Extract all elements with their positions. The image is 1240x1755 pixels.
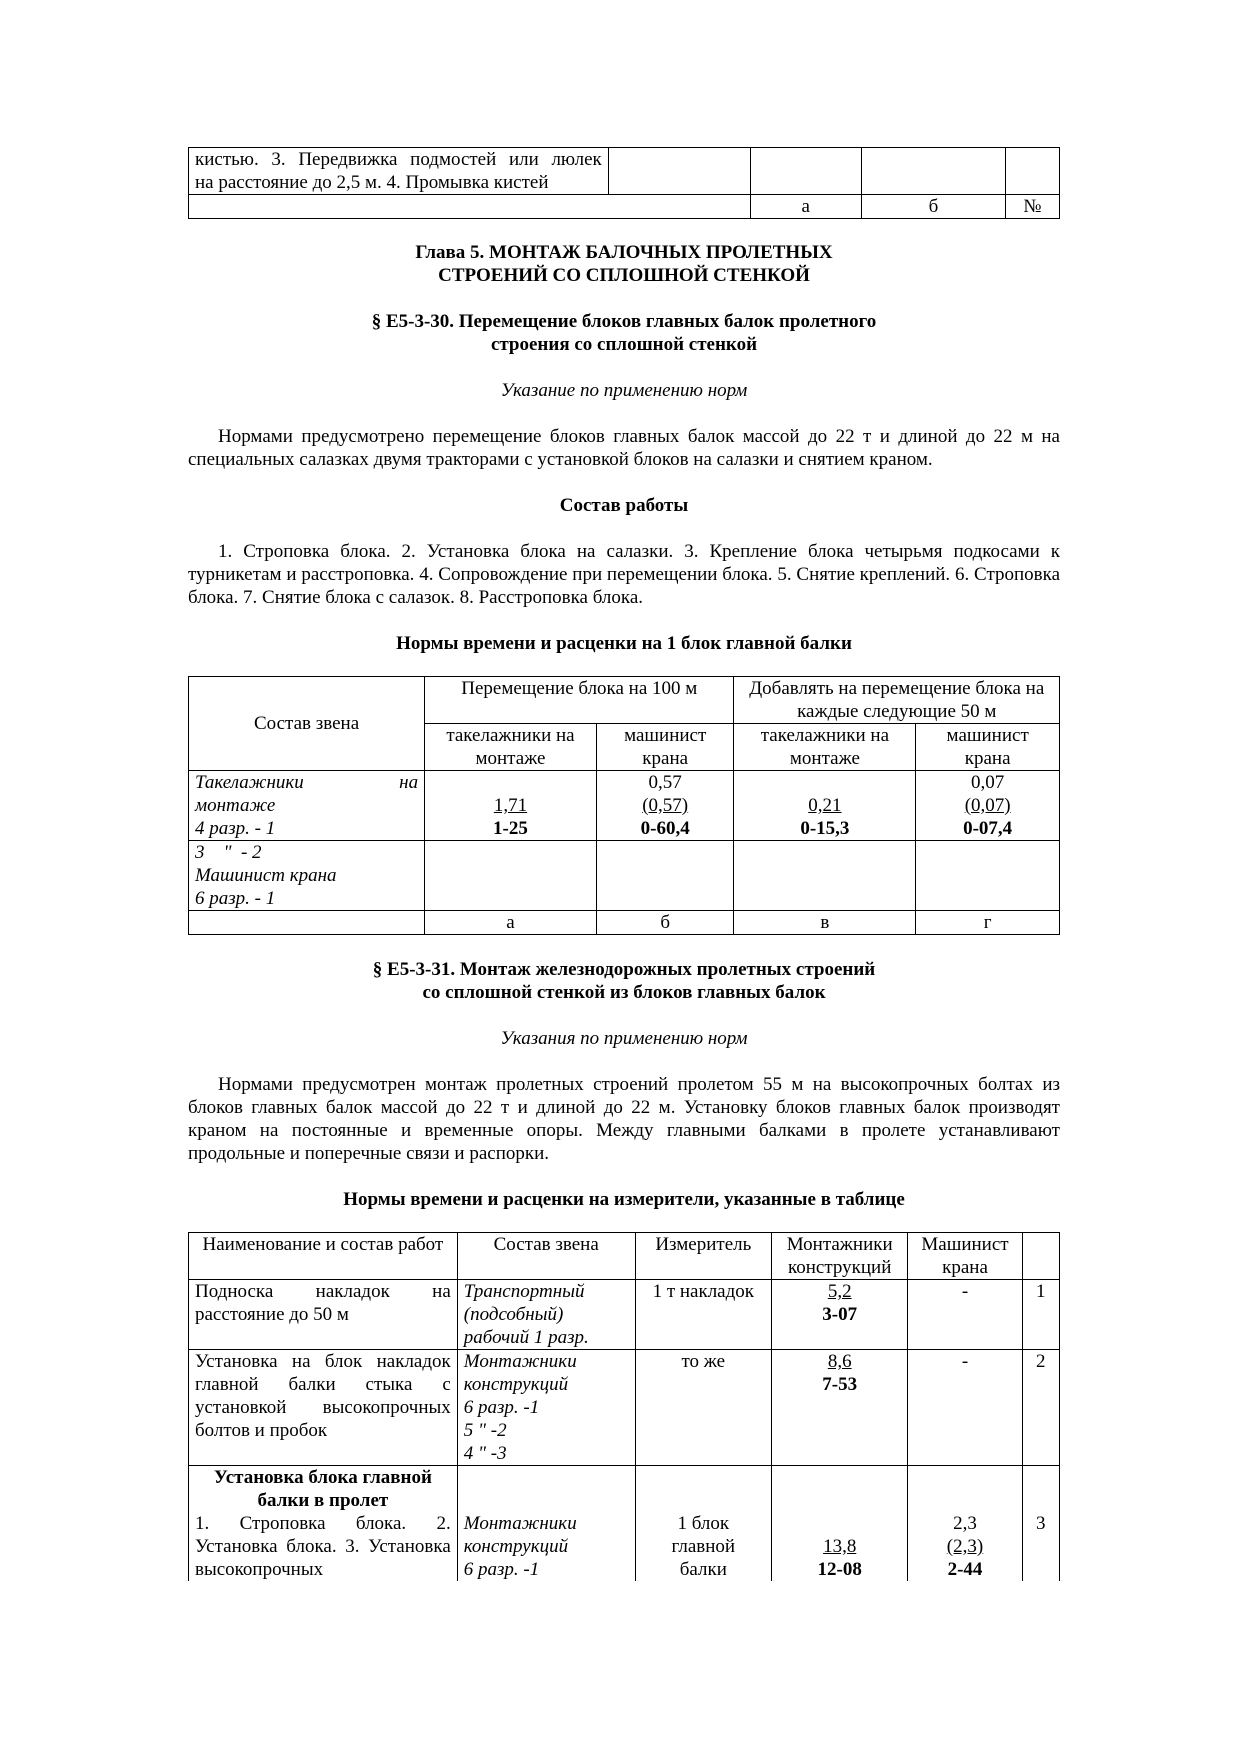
row-number: 1 bbox=[1022, 1280, 1059, 1350]
norm-time-top: 0,57 bbox=[648, 772, 682, 793]
unit-cell: то же bbox=[635, 1350, 771, 1466]
header-operator: Машинист крана bbox=[908, 1233, 1022, 1280]
crew-line: Монтажники bbox=[463, 1513, 577, 1534]
section-30-work-heading: Состав работы bbox=[559, 495, 689, 516]
crew-cell bbox=[457, 1350, 635, 1466]
section-30-work-text: 1. Строповка блока. 2. Установка блока на салазки. 3. Крепление блока четырьмя подкосами к турникетам и расстроповка. 4. Сопровождение при перемещении блока. 5. Снятие креплений. 6. Строповка блока. 7. Снятие блока с салазок. 8. Расстроповка блока. bbox=[188, 541, 1060, 608]
column-letter-b: б bbox=[596, 911, 734, 935]
empty-cell bbox=[189, 195, 751, 219]
column-letter-b: б bbox=[861, 195, 1005, 219]
value-cell-a bbox=[425, 771, 597, 841]
section-31-note-heading: Указания по применению норм bbox=[500, 1028, 748, 1049]
crew-line: конструкций bbox=[463, 1374, 569, 1395]
crew-line: 3 " - 2 bbox=[195, 842, 262, 863]
work-subheading: Установка блока главной балки в пролет bbox=[213, 1467, 432, 1511]
header-move-100m: Перемещение блока на 100 м bbox=[425, 677, 734, 724]
column-letter-a: а bbox=[750, 195, 861, 219]
norm-price: 1-25 bbox=[493, 818, 528, 839]
empty-cell bbox=[750, 148, 861, 195]
crew-word: на bbox=[399, 772, 419, 793]
section-31-table-heading: Нормы времени и расценки на измерители, указанные в таблице bbox=[343, 1189, 905, 1210]
header-unit: Измеритель bbox=[635, 1233, 771, 1280]
chapter-title-line: СТРОЕНИЙ СО СПЛОШНОЙ СТЕНКОЙ bbox=[438, 265, 810, 286]
norm-time: 1,71 bbox=[493, 795, 528, 816]
section-30-norms-table bbox=[188, 676, 1060, 935]
crew-cell bbox=[457, 1280, 635, 1350]
section-30-note-text: Нормами предусмотрено перемещение блоков главных балок массой до 22 т и длиной до 22 м на специальных салазках двумя тракторами с установкой блоков на салазки и снятием краном. bbox=[188, 426, 1060, 470]
empty-cell bbox=[189, 911, 425, 935]
column-number-sign: № bbox=[1005, 195, 1059, 219]
empty-cell bbox=[916, 841, 1060, 911]
table-row bbox=[189, 1280, 1060, 1350]
norm-time-top: 2,3 bbox=[953, 1513, 977, 1534]
empty-cell bbox=[425, 841, 597, 911]
crew-line: Транспортный bbox=[463, 1281, 585, 1302]
continued-text-cell bbox=[189, 148, 609, 195]
fitters-cell bbox=[772, 1466, 908, 1582]
section-31-norms-table bbox=[188, 1232, 1060, 1581]
unit-line: балки bbox=[679, 1559, 727, 1580]
header-crew: Состав звена bbox=[457, 1233, 635, 1280]
row-number-cell bbox=[1022, 1466, 1059, 1582]
document-page bbox=[188, 150, 1060, 1581]
section-31-title bbox=[188, 958, 1060, 1004]
unit-cell bbox=[635, 1466, 771, 1582]
empty-cell bbox=[608, 148, 750, 195]
norm-price: 0-07,4 bbox=[963, 818, 1013, 839]
crew-line: 6 разр. -1 bbox=[463, 1397, 540, 1418]
fitters-cell bbox=[772, 1280, 908, 1350]
norm-price: 12-08 bbox=[817, 1559, 862, 1580]
unit-line: 1 блок bbox=[677, 1513, 730, 1534]
chapter-title bbox=[188, 241, 1060, 287]
section-title-line: строения со сплошной стенкой bbox=[490, 334, 758, 355]
continued-text-line: кистью. 3. Передвижка подмостей или люлек bbox=[195, 149, 602, 170]
value-cell-c bbox=[734, 771, 916, 841]
empty-cell bbox=[596, 841, 734, 911]
crew-line bbox=[195, 771, 418, 794]
section-title-line: § Е5-3-31. Монтаж железнодорожных пролетных строений bbox=[372, 959, 876, 980]
crew-line: Машинист крана bbox=[195, 865, 337, 886]
column-letter-a: а bbox=[425, 911, 597, 935]
value-cell-b bbox=[596, 771, 734, 841]
row-number: 2 bbox=[1022, 1350, 1059, 1466]
crew-line: 4 разр. - 1 bbox=[195, 818, 276, 839]
header-riggers: такелажники на монтаже bbox=[734, 724, 916, 771]
unit-cell: 1 т накладок bbox=[635, 1280, 771, 1350]
section-31-note-text: Нормами предусмотрен монтаж пролетных строений пролетом 55 м на высокопрочных болтах из блоков главных балок массой до 22 т и длиной до 22 м. Установку блоков главных балок производят краном на постоянные и временные опоры. Между главными балками в пролете устанавливают продольные и поперечные связи и распорки. bbox=[188, 1074, 1060, 1164]
header-fitters: Монтажники конструкций bbox=[772, 1233, 908, 1280]
crew-line: 4 " -3 bbox=[463, 1443, 507, 1464]
fitters-cell bbox=[772, 1350, 908, 1466]
crew-line: 6 разр. - 1 bbox=[195, 888, 276, 909]
section-title-line: § Е5-3-30. Перемещение блоков главных балок пролетного bbox=[371, 311, 877, 332]
section-title-line: со сплошной стенкой из блоков главных балок bbox=[422, 982, 826, 1003]
crew-line: монтаже bbox=[195, 795, 276, 816]
norm-price: 7-53 bbox=[822, 1374, 858, 1395]
section-30-title bbox=[188, 310, 1060, 356]
crew-line: конструкций bbox=[463, 1536, 569, 1557]
crew-cell bbox=[189, 841, 425, 911]
empty-cell bbox=[734, 841, 916, 911]
header-operator: машинист крана bbox=[596, 724, 734, 771]
norm-time: (2,3) bbox=[946, 1536, 984, 1557]
empty-cell bbox=[1005, 148, 1059, 195]
table-row bbox=[189, 1466, 1060, 1582]
crew-line: (подсобный) bbox=[463, 1304, 564, 1325]
header-operator: машинист крана bbox=[916, 724, 1060, 771]
crew-line: 6 разр. -1 bbox=[463, 1559, 540, 1580]
operator-cell: - bbox=[908, 1350, 1022, 1466]
norm-time: (0,07) bbox=[964, 795, 1011, 816]
crew-line: рабочий 1 разр. bbox=[463, 1327, 589, 1348]
continued-table bbox=[188, 147, 1060, 219]
crew-line: Монтажники bbox=[463, 1351, 577, 1372]
norm-time-top: 0,07 bbox=[971, 772, 1005, 793]
work-name bbox=[189, 1466, 458, 1582]
norm-time: 0,21 bbox=[808, 795, 842, 816]
header-add-50m: Добавлять на перемещение блока на каждые следующие 50 м bbox=[734, 677, 1060, 724]
row-number: 3 bbox=[1036, 1513, 1046, 1534]
header-work-name: Наименование и состав работ bbox=[189, 1233, 458, 1280]
column-letter-d: г bbox=[916, 911, 1060, 935]
empty-cell bbox=[1022, 1233, 1059, 1280]
work-name: Установка на блок накладок главной балки стыка с установкой высокопрочных болтов и пробок bbox=[189, 1350, 458, 1466]
section-30-table-heading: Нормы времени и расценки на 1 блок главной балки bbox=[396, 633, 852, 654]
operator-cell: - bbox=[908, 1280, 1022, 1350]
crew-word: Такелажники bbox=[195, 772, 304, 793]
norm-price: 0-60,4 bbox=[640, 818, 690, 839]
norm-price: 2-44 bbox=[947, 1559, 983, 1580]
work-steps: 1. Строповка блока. 2. Установка блока. 3. Установка высокопрочных bbox=[195, 1513, 451, 1580]
norm-price: 3-07 bbox=[822, 1304, 858, 1325]
empty-cell bbox=[861, 148, 1005, 195]
section-30-note-heading: Указание по применению норм bbox=[500, 380, 748, 401]
crew-line: 5 " -2 bbox=[463, 1420, 507, 1441]
norm-time: 5,2 bbox=[827, 1281, 852, 1302]
value-cell-d bbox=[916, 771, 1060, 841]
work-name: Подноска накладок на расстояние до 50 м bbox=[189, 1280, 458, 1350]
norm-time: 8,6 bbox=[827, 1351, 852, 1372]
header-riggers: такелажники на монтаже bbox=[425, 724, 597, 771]
crew-cell bbox=[189, 771, 425, 841]
crew-cell bbox=[457, 1466, 635, 1582]
header-crew: Состав звена bbox=[189, 677, 425, 771]
norm-time: 13,8 bbox=[823, 1536, 857, 1557]
operator-cell bbox=[908, 1466, 1022, 1582]
column-letter-c: в bbox=[734, 911, 916, 935]
norm-price: 0-15,3 bbox=[800, 818, 850, 839]
table-row bbox=[189, 1350, 1060, 1466]
continued-text-line: на расстояние до 2,5 м. 4. Промывка кистей bbox=[195, 172, 549, 193]
chapter-title-line: Глава 5. МОНТАЖ БАЛОЧНЫХ ПРОЛЕТНЫХ bbox=[415, 242, 833, 263]
unit-line: главной bbox=[671, 1536, 736, 1557]
norm-time: (0,57) bbox=[642, 795, 689, 816]
